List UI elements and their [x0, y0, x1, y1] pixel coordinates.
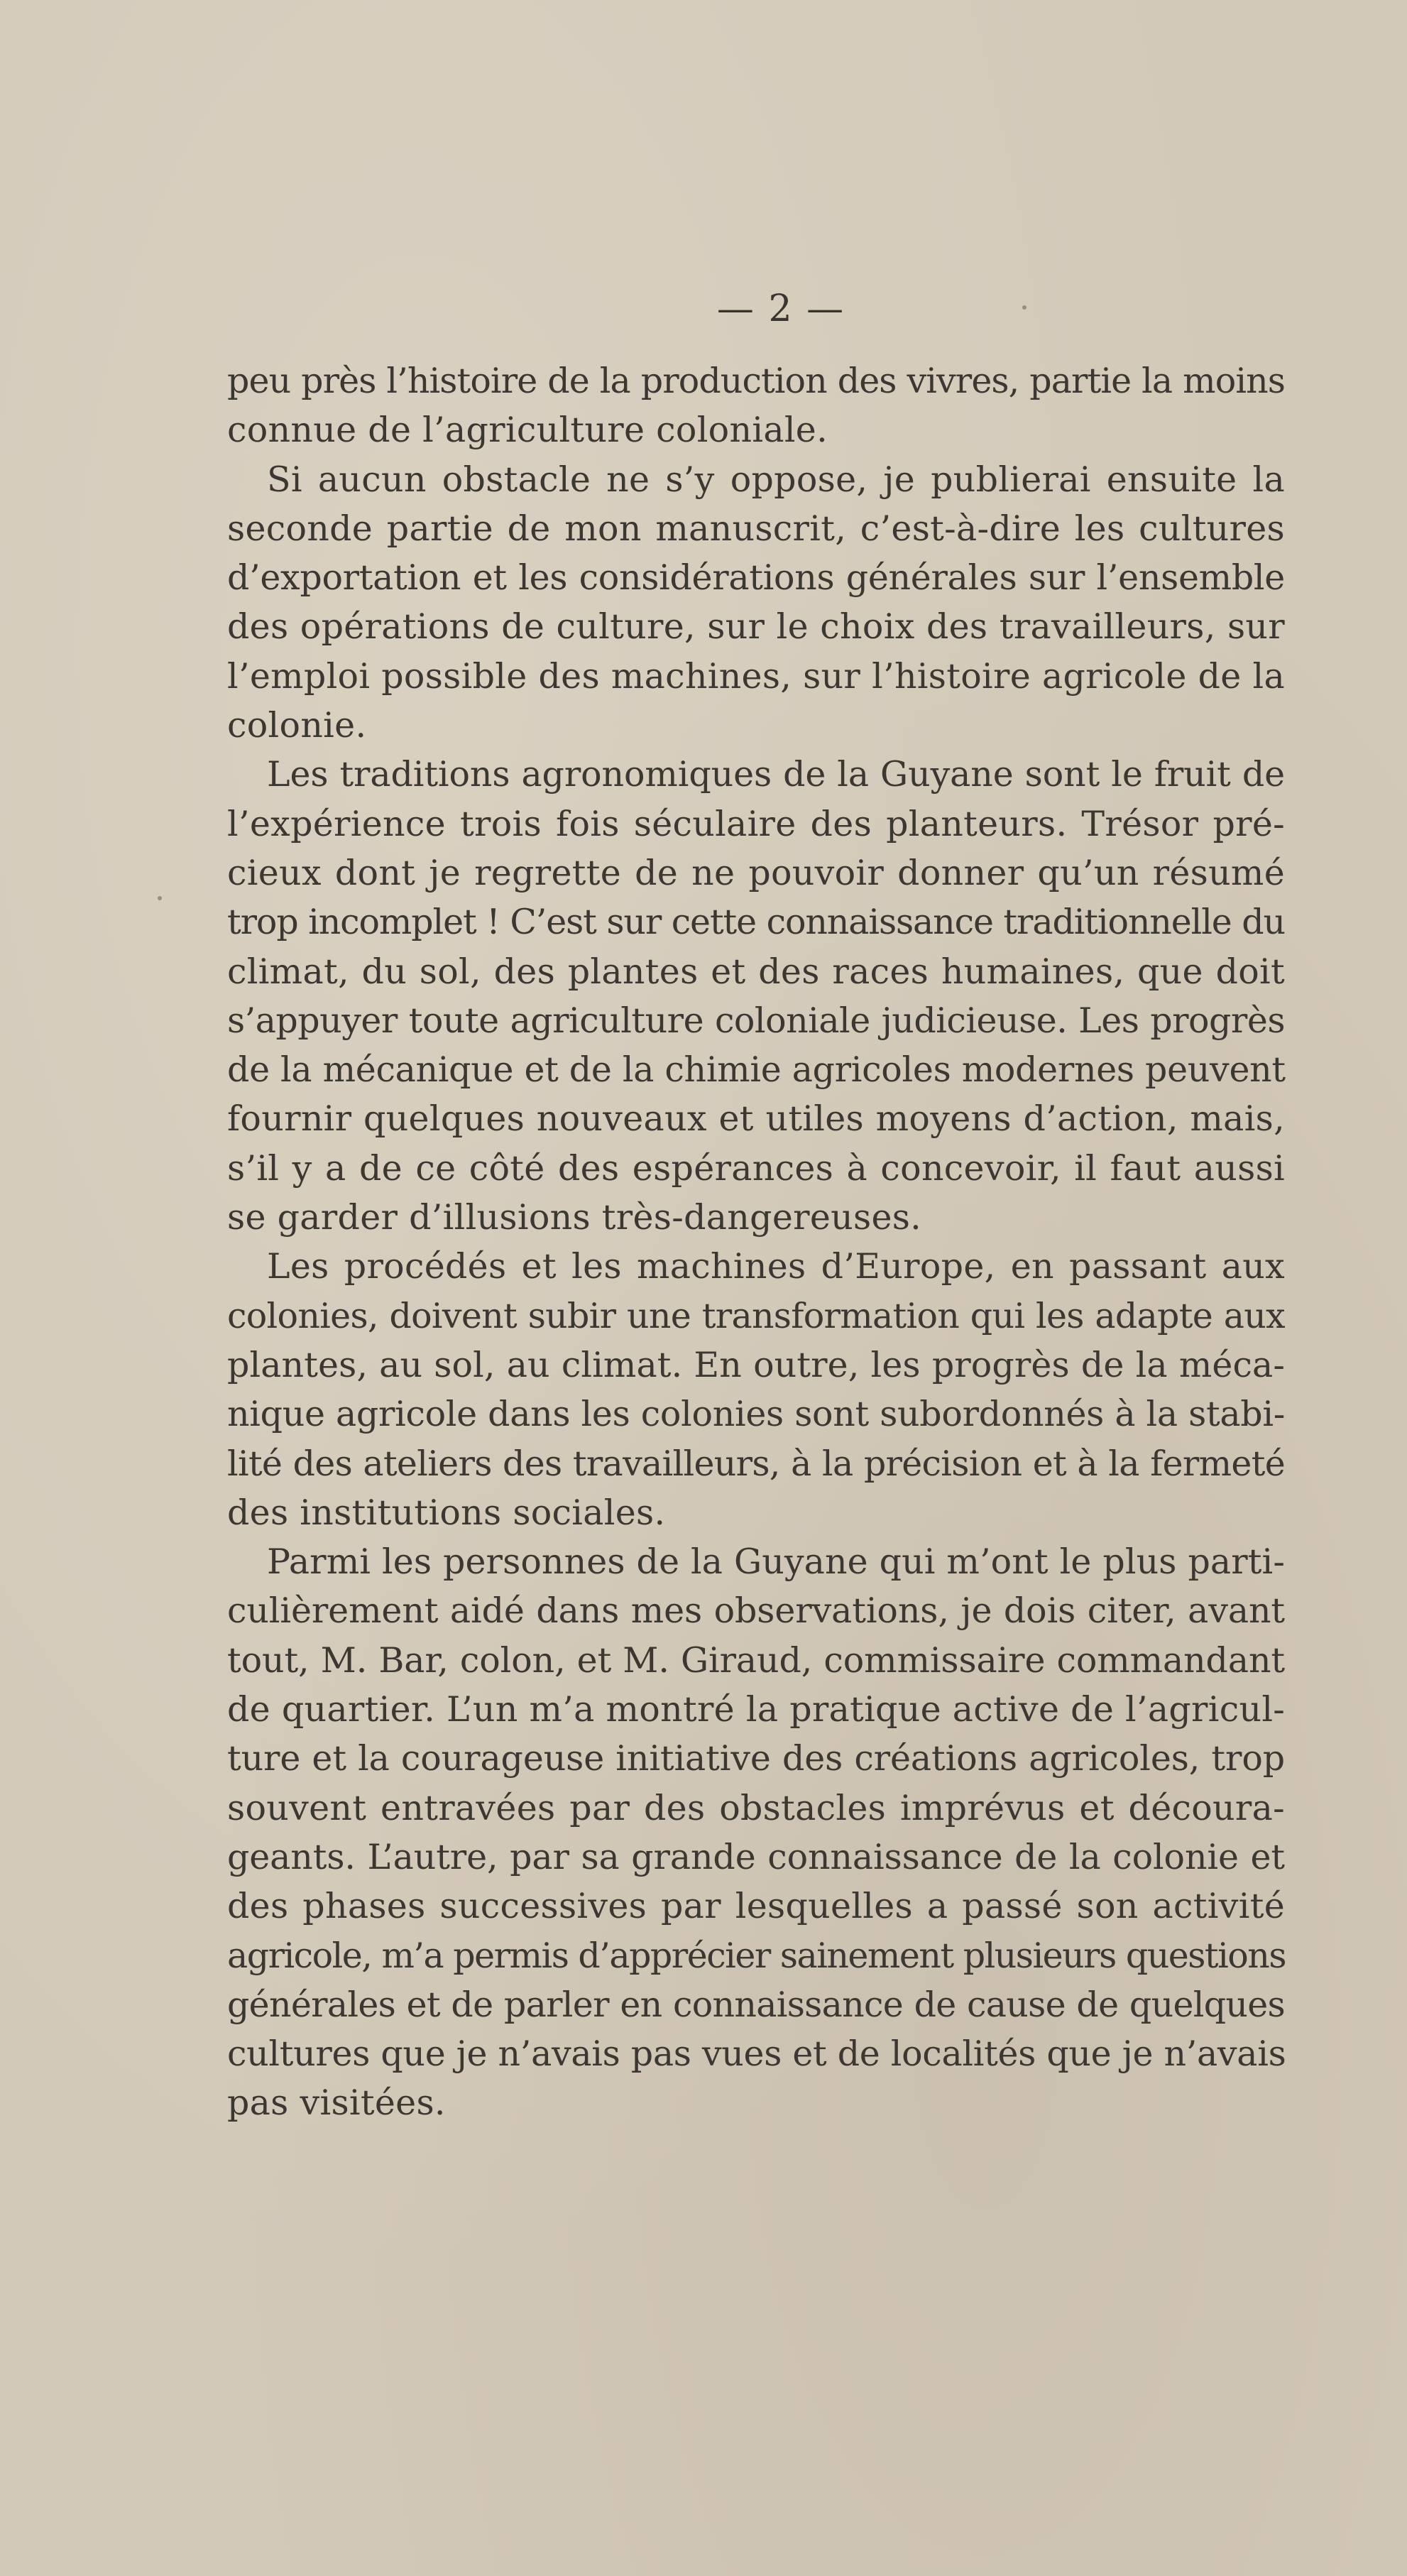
text-line: de la mécanique et de la chimie agricoles modernes peuvent — [227, 1049, 1286, 1091]
text-line: pas visitées. — [227, 2083, 446, 2124]
text-line: fournir quelques nouveaux et utiles moyens d’action, mais, — [227, 1098, 1285, 1140]
paper-speck — [158, 896, 162, 900]
text-line: agricole, m’a permis d’apprécier sainement plusieurs questions — [227, 1935, 1286, 1976]
text-line: des phases successives par lesquelles a passé son activité — [227, 1886, 1285, 1927]
text-line: souvent entravées par des obstacles imprévus et découra- — [227, 1787, 1285, 1828]
text-line: de quartier. L’un m’a montré la pratique active de l’agricul- — [227, 1689, 1286, 1730]
text-line: Les traditions agronomiques de la Guyane sont le fruit de — [267, 754, 1285, 795]
text-line: lité des ateliers des travailleurs, à la précision et à la fermeté — [227, 1443, 1285, 1484]
text-line: plantes, au sol, au climat. En outre, les progrès de la méca- — [227, 1344, 1285, 1385]
text-line: cieux dont je regrette de ne pouvoir donner qu’un résumé — [227, 852, 1285, 893]
text-line: connue de l’agriculture coloniale. — [227, 410, 828, 451]
text-line: climat, du sol, des plantes et des races humaines, que doit — [227, 951, 1285, 992]
text-line: des institutions sociales. — [227, 1492, 666, 1533]
page-number: — 2 — — [716, 288, 845, 330]
text-line: colonie. — [227, 705, 367, 746]
text-line: cultures que je n’avais pas vues et de localités que je n’avais — [227, 2034, 1286, 2075]
text-line: colonies, doivent subir une transformation qui les adapte aux — [227, 1295, 1285, 1336]
text-line: trop incomplet ! C’est sur cette connaissance traditionnelle du — [227, 902, 1285, 943]
text-line: l’expérience trois fois séculaire des planteurs. Trésor pré- — [227, 803, 1285, 844]
text-line: nique agricole dans les colonies sont subordonnés à la stabi- — [227, 1394, 1285, 1435]
text-line: Parmi les personnes de la Guyane qui m’ont le plus parti- — [267, 1541, 1285, 1583]
text-line: l’emploi possible des machines, sur l’histoire agricole de la — [227, 655, 1285, 697]
text-line: s’appuyer toute agriculture coloniale judicieuse. Les progrès — [227, 1000, 1285, 1041]
text-line: des opérations de culture, sur le choix des travailleurs, sur — [227, 606, 1285, 648]
text-line: d’exportation et les considérations générales sur l’ensemble — [227, 557, 1285, 599]
text-line: culièrement aidé dans mes observations, je dois citer, avant — [227, 1590, 1285, 1632]
text-line: générales et de parler en connaissance de cause de quelques — [227, 1984, 1285, 2025]
text-line: Les procédés et les machines d’Europe, en passant aux — [267, 1246, 1285, 1287]
text-line: s’il y a de ce côté des espérances à concevoir, il faut aussi — [227, 1147, 1285, 1189]
text-line: tout, M. Bar, colon, et M. Giraud, commissaire commandant — [227, 1639, 1285, 1681]
body-text — [227, 356, 1285, 2128]
text-line: se garder d’illusions très-dangereuses. — [227, 1197, 922, 1238]
text-line: peu près l’histoire de la production des vivres, partie la moins — [227, 361, 1285, 401]
text-line: Si aucun obstacle ne s’y oppose, je publierai ensuite la — [267, 459, 1285, 500]
text-line: geants. L’autre, par sa grande connaissance de la colonie et — [227, 1836, 1285, 1877]
text-line: ture et la courageuse initiative des créations agricoles, trop — [227, 1738, 1285, 1779]
text-line: seconde partie de mon manuscrit, c’est-à-dire les cultures — [227, 508, 1285, 549]
paper-speck — [1022, 305, 1026, 310]
